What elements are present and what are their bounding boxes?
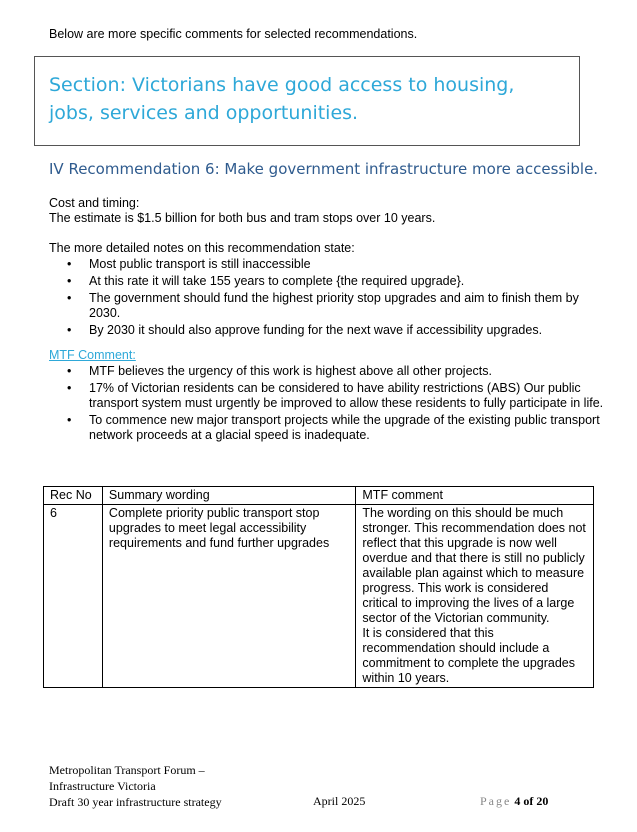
comment-paragraph: It is considered that this recommendation should include a commitment to complete the upgrades within 10 years.	[362, 626, 575, 685]
page-current: 4	[514, 794, 521, 808]
footer-org	[49, 762, 222, 810]
section-box	[34, 56, 580, 146]
header-mtf-comment: MTF comment	[356, 487, 594, 505]
list-item: • To commence new major transport projects while the upgrade of the existing public transport network proceeds at a glacial speed is inadequate.	[49, 413, 604, 443]
header-summary: Summary wording	[102, 487, 355, 505]
footer-date: April 2025	[313, 794, 366, 808]
list-item: • At this rate it will take 155 years to complete {the required upgrade}.	[49, 274, 604, 289]
footer-line: Draft 30 year infrastructure strategy	[49, 795, 222, 809]
recommendation-table	[43, 486, 594, 688]
comment-paragraph: The wording on this should be much stronger. This recommendation does not reflect that this upgrade is now well overdue and that there is still no publicly available plan against which to measure progress. This work is considered critical to improving the lives of a large sector of the Victorian community.	[362, 506, 586, 625]
list-item: • 17% of Victorian residents can be considered to have ability restrictions (ABS) Our public transport system must urgently be improved to allow these residents to fully participate in life.	[49, 381, 604, 411]
section-title: Section: Victorians have good access to housing, jobs, services and opportunities.	[49, 74, 515, 124]
cost-label: Cost and timing:	[49, 196, 140, 210]
cell-rec-no: 6	[44, 505, 103, 688]
cost-text: The estimate is $1.5 billion for both bus and tram stops over 10 years.	[49, 211, 436, 225]
list-item: • By 2030 it should also approve funding for the next wave if accessibility upgrades.	[49, 323, 604, 338]
list-item: • Most public transport is still inaccessible	[49, 257, 604, 272]
cell-summary: Complete priority public transport stop upgrades to meet legal accessibility requirements and fund further upgrades	[102, 505, 355, 688]
page-number	[480, 794, 548, 809]
cell-comment	[356, 505, 594, 688]
list-item: • The government should fund the highest priority stop upgrades and aim to finish them by 2030.	[49, 291, 604, 321]
footer-line: Metropolitan Transport Forum –	[49, 763, 205, 777]
header-rec-no: Rec No	[44, 487, 103, 505]
recommendation-heading: IV Recommendation 6: Make government infrastructure more accessible.	[49, 160, 599, 178]
mtf-comment-link[interactable]: MTF Comment:	[49, 348, 136, 362]
notes-list	[49, 257, 604, 340]
intro-text: Below are more specific comments for selected recommendations.	[49, 27, 418, 41]
table-row	[44, 505, 594, 688]
table-header-row	[44, 487, 594, 505]
page-total: of 20	[523, 794, 549, 808]
notes-intro: The more detailed notes on this recommendation state:	[49, 241, 355, 255]
list-item: • MTF believes the urgency of this work is highest above all other projects.	[49, 364, 604, 379]
footer-line: Infrastructure Victoria	[49, 779, 156, 793]
mtf-list	[49, 364, 604, 445]
page-label: Page	[480, 794, 512, 808]
